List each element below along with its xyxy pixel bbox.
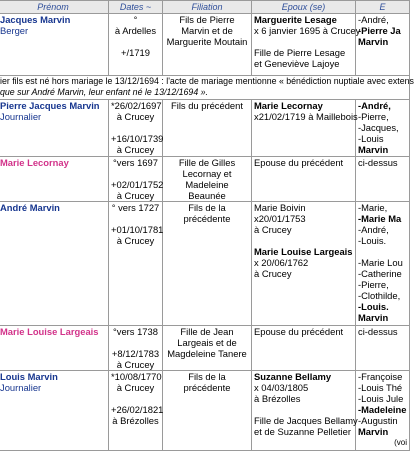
child-item: -Marie Lou: [358, 257, 403, 268]
see-more-link[interactable]: (voi: [394, 438, 407, 447]
person-name[interactable]: Marie Lecornay: [0, 157, 69, 168]
date-line: °vers 1697: [113, 157, 158, 168]
children-cell: [356, 100, 410, 157]
filiation-line: Beaunée: [188, 190, 226, 201]
dates-cell: [109, 157, 163, 202]
spouse-name[interactable]: Suzanne Bellamy: [254, 371, 332, 382]
date-line: [111, 337, 160, 348]
dates-cell: [109, 100, 163, 157]
spouse-line: x20/01/1753: [254, 213, 306, 224]
note-line-1: ier fils est né hors mariage le 13/12/1694 : l'acte de mariage mentionne « bénédiction nuptiale avec extens: [0, 76, 414, 86]
spouse-line: x 6 janvier 1695 à Crucey: [254, 25, 361, 36]
child-item: -André,: [358, 224, 389, 235]
date-line: °vers 1738: [113, 326, 158, 337]
children-cell: [356, 202, 410, 326]
person-name[interactable]: Jacques Marvin: [0, 14, 71, 25]
filiation-cell: [163, 14, 252, 76]
name-cell: [0, 100, 109, 157]
child-item: -Françoise: [358, 371, 403, 382]
note-cell: [0, 76, 414, 100]
spouse-name[interactable]: Marie Lecornay: [254, 100, 323, 111]
child-item: ci-dessus: [358, 326, 398, 337]
spouse-line: Marie Boivin: [254, 202, 306, 213]
date-line: °: [133, 14, 138, 25]
dates-cell: [109, 14, 163, 76]
date-line: +8/12/1783: [111, 348, 160, 359]
spouse-cell: [252, 326, 356, 371]
note-line-2: que sur André Marvin, leur enfant né le 13/12/1694 ».: [0, 87, 209, 97]
child-item: Marvin: [358, 144, 389, 155]
header-dates: Dates ~: [109, 1, 163, 14]
person-name[interactable]: André Marvin: [0, 202, 60, 213]
date-line: ° vers 1727: [111, 202, 160, 213]
filiation-line: précédente: [183, 213, 231, 224]
date-line: à Crucey: [116, 359, 155, 370]
filiation-line: précédente: [183, 382, 231, 393]
date-line: [111, 122, 160, 133]
spouse-line: Epouse du précédent: [254, 157, 344, 168]
spouse-spacer: [254, 235, 353, 246]
spouse-cell: [252, 371, 356, 451]
person-job: Berger: [0, 25, 29, 36]
header-row: [0, 1, 410, 14]
filiation-line: Marguerite Moutain: [166, 36, 248, 47]
filiation-cell: [163, 100, 252, 157]
filiation-cell: [163, 202, 252, 326]
filiation-line: Fille de Gilles: [178, 157, 236, 168]
person-name[interactable]: Louis Marvin: [0, 371, 58, 382]
filiation-cell: [163, 157, 252, 202]
filiation-line: Fils de la: [188, 371, 226, 382]
date-line: à Crucey: [116, 144, 155, 155]
header-enfants: E: [356, 1, 410, 14]
children-cell: [356, 371, 410, 451]
dates-cell: [109, 371, 163, 451]
date-line: à Crucey: [116, 235, 155, 246]
person-row: [0, 14, 410, 76]
child-item: -André,: [358, 14, 389, 25]
spouse-line: et Geneviève Lajoye: [254, 58, 340, 69]
dates-cell: [109, 202, 163, 326]
date-line: +01/10/1781: [111, 224, 164, 235]
child-item: -Marie,: [358, 202, 388, 213]
date-line: *26/02/1697: [111, 100, 162, 111]
spouse-line: Fille de Pierre Lesage: [254, 47, 346, 58]
child-item: Marvin: [358, 312, 389, 323]
spouse-line: Epouse du précédent: [254, 326, 344, 337]
filiation-line: Fils de Pierre: [179, 14, 235, 25]
spouse-cell: [252, 100, 356, 157]
child-item: -Marie Ma: [358, 213, 402, 224]
person-row: [0, 202, 410, 326]
child-item: -Augustin: [358, 415, 398, 426]
filiation-line: Lecornay et: [182, 168, 232, 179]
filiation-line: Fils du précédent: [171, 100, 243, 111]
filiation-line: Largeais et de: [177, 337, 237, 348]
spouse-line: à Crucey: [254, 268, 292, 279]
date-line: +/1719: [121, 47, 150, 58]
child-item: ci-dessus: [358, 157, 398, 168]
children-cell: [356, 14, 410, 76]
date-line: à Crucey: [116, 111, 155, 122]
person-row: [0, 100, 410, 157]
spouse-cell: [252, 14, 361, 76]
note-row: [0, 76, 410, 100]
child-item: -Louis.: [358, 301, 389, 312]
child-item: -Louis: [358, 133, 384, 144]
date-line: +02/01/1752: [111, 179, 164, 190]
child-item: -Clothilde,: [358, 290, 401, 301]
child-item: [358, 246, 407, 257]
header-filiation: Filiation: [163, 1, 252, 14]
child-item: -Louis Jule: [358, 393, 404, 404]
filiation-line: Magdeleine Tanere: [167, 348, 247, 359]
child-item: -André,: [358, 100, 391, 111]
date-line: *10/08/1770: [111, 371, 162, 382]
date-line: [111, 213, 160, 224]
name-cell: [0, 202, 109, 326]
name-cell: [0, 14, 109, 76]
children-cell: [356, 157, 410, 202]
person-name[interactable]: Pierre Jacques Marvin: [0, 100, 100, 111]
spouse-name[interactable]: Marguerite Lesage: [254, 14, 337, 25]
header-epoux: Epoux (se): [252, 1, 356, 14]
date-line: [111, 393, 160, 404]
header-prenom: Prénom: [0, 1, 109, 14]
spouse-line: x 04/03/1805: [254, 382, 309, 393]
filiation-cell: [163, 371, 252, 451]
child-item: -Jacques,: [358, 122, 399, 133]
spouse-cell: [252, 157, 356, 202]
date-line: [111, 36, 160, 47]
name-cell: [0, 326, 109, 371]
filiation-line: Madeleine: [185, 179, 229, 190]
spouse-line: à Brézolles: [254, 393, 301, 404]
person-job: Journalier: [0, 382, 42, 393]
person-row: [0, 371, 410, 451]
date-line: [111, 168, 160, 179]
spouse-line: à Crucey: [254, 224, 292, 235]
spouse-line: [254, 36, 353, 47]
child-item: -Pierre,: [358, 279, 389, 290]
child-item: -Catherine: [358, 268, 402, 279]
filiation-line: Marvin et de: [181, 25, 233, 36]
child-item: -Madeleine: [358, 404, 407, 415]
child-item: -Pierre Ja: [358, 25, 401, 36]
child-item: -Pierre,: [358, 111, 389, 122]
person-name[interactable]: Marie Louise Largeais: [0, 326, 99, 337]
name-cell: [0, 371, 109, 451]
filiation-line: Fils de la: [188, 202, 226, 213]
date-line: à Ardelles: [114, 25, 157, 36]
filiation-line: Fille de Jean: [180, 326, 234, 337]
date-line: +16/10/1739: [111, 133, 164, 144]
spouse-line: Fille de Jacques Bellamy: [254, 415, 358, 426]
date-line: à Brézolles: [112, 415, 159, 426]
spouse-line: [254, 404, 353, 415]
child-item: Marvin: [358, 36, 389, 47]
date-line: +26/02/1821: [111, 404, 164, 415]
spouse-cell: [252, 202, 356, 326]
spouse-line: x21/02/1719 à Maillebois: [254, 111, 358, 122]
date-line: à Crucey: [116, 382, 155, 393]
dates-cell: [109, 326, 163, 371]
child-item: -Louis Thé: [358, 382, 403, 393]
spouse-line: et de Suzanne Pelletier: [254, 426, 351, 437]
children-cell: [356, 326, 410, 371]
name-cell: [0, 157, 109, 202]
child-item: Marvin: [358, 426, 389, 437]
child-item: -Louis.: [358, 235, 387, 246]
spouse-name[interactable]: Marie Louise Largeais: [254, 246, 353, 257]
person-row: [0, 157, 410, 202]
person-job: Journalier: [0, 111, 42, 122]
date-line: à Crucey: [116, 190, 155, 201]
filiation-cell: [163, 326, 252, 371]
person-row: [0, 326, 410, 371]
spouse-line: x 20/06/1762: [254, 257, 309, 268]
